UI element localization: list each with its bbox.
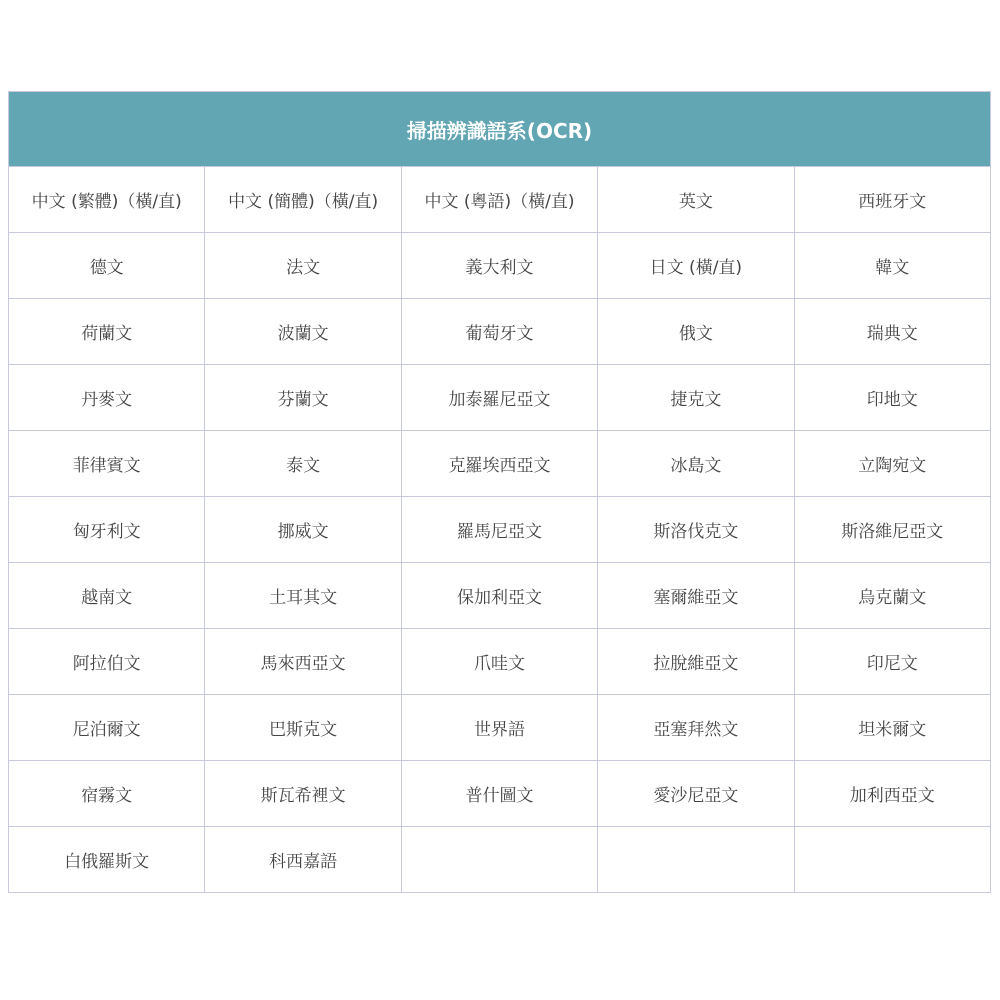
language-cell: 中文 (簡體)（橫/直) (205, 167, 401, 233)
language-cell: 匈牙利文 (9, 497, 205, 563)
language-cell: 世界語 (401, 695, 597, 761)
language-cell: 日文 (橫/直) (598, 233, 794, 299)
language-cell: 丹麥文 (9, 365, 205, 431)
language-cell: 爪哇文 (401, 629, 597, 695)
language-cell: 芬蘭文 (205, 365, 401, 431)
language-cell: 羅馬尼亞文 (401, 497, 597, 563)
language-cell: 烏克蘭文 (794, 563, 990, 629)
language-cell: 尼泊爾文 (9, 695, 205, 761)
language-cell: 亞塞拜然文 (598, 695, 794, 761)
language-cell: 捷克文 (598, 365, 794, 431)
language-cell: 葡萄牙文 (401, 299, 597, 365)
language-cell: 加泰羅尼亞文 (401, 365, 597, 431)
language-cell: 挪威文 (205, 497, 401, 563)
language-cell: 科西嘉語 (205, 827, 401, 893)
language-cell: 阿拉伯文 (9, 629, 205, 695)
table-row (9, 233, 991, 299)
table-row (9, 563, 991, 629)
language-cell: 俄文 (598, 299, 794, 365)
language-cell: 宿霧文 (9, 761, 205, 827)
table-row (9, 431, 991, 497)
language-cell: 愛沙尼亞文 (598, 761, 794, 827)
table-row (9, 167, 991, 233)
table-row (9, 365, 991, 431)
table-row (9, 695, 991, 761)
language-cell: 保加利亞文 (401, 563, 597, 629)
language-cell: 波蘭文 (205, 299, 401, 365)
language-cell: 中文 (粵語)（橫/直) (401, 167, 597, 233)
ocr-language-table (8, 91, 991, 893)
language-cell: 中文 (繁體)（橫/直) (9, 167, 205, 233)
language-cell: 冰島文 (598, 431, 794, 497)
language-cell: 斯瓦希裡文 (205, 761, 401, 827)
language-cell: 越南文 (9, 563, 205, 629)
language-cell: 瑞典文 (794, 299, 990, 365)
language-cell: 法文 (205, 233, 401, 299)
table-row (9, 299, 991, 365)
table-row (9, 761, 991, 827)
language-cell: 加利西亞文 (794, 761, 990, 827)
language-cell: 韓文 (794, 233, 990, 299)
language-cell: 泰文 (205, 431, 401, 497)
table-row (9, 497, 991, 563)
language-cell: 巴斯克文 (205, 695, 401, 761)
language-cell: 立陶宛文 (794, 431, 990, 497)
language-cell: 印尼文 (794, 629, 990, 695)
table-row (9, 827, 991, 893)
language-cell: 西班牙文 (794, 167, 990, 233)
empty-cell (794, 827, 990, 893)
language-cell: 德文 (9, 233, 205, 299)
table-title: 掃描辨識語系(OCR) (9, 92, 991, 167)
language-cell: 坦米爾文 (794, 695, 990, 761)
table-header-row (9, 92, 991, 167)
language-cell: 斯洛維尼亞文 (794, 497, 990, 563)
language-cell: 塞爾維亞文 (598, 563, 794, 629)
table-row (9, 629, 991, 695)
language-cell: 馬來西亞文 (205, 629, 401, 695)
language-cell: 英文 (598, 167, 794, 233)
language-cell: 土耳其文 (205, 563, 401, 629)
language-cell: 白俄羅斯文 (9, 827, 205, 893)
language-cell: 印地文 (794, 365, 990, 431)
table-header (9, 92, 991, 167)
language-cell: 義大利文 (401, 233, 597, 299)
table-body (9, 167, 991, 893)
empty-cell (598, 827, 794, 893)
language-cell: 斯洛伐克文 (598, 497, 794, 563)
language-cell: 普什圖文 (401, 761, 597, 827)
empty-cell (401, 827, 597, 893)
language-cell: 拉脫維亞文 (598, 629, 794, 695)
language-cell: 克羅埃西亞文 (401, 431, 597, 497)
language-cell: 菲律賓文 (9, 431, 205, 497)
language-cell: 荷蘭文 (9, 299, 205, 365)
